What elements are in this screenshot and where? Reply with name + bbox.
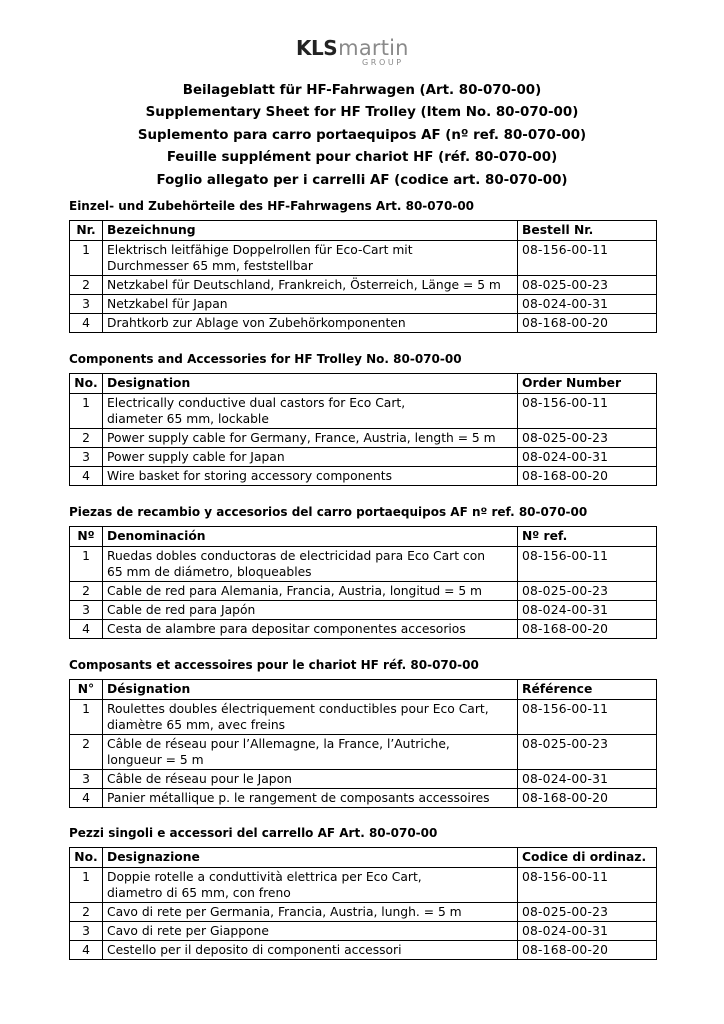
row-description: Power supply cable for Japan [103, 448, 518, 467]
row-order-number: 08-025-00-23 [518, 276, 657, 295]
company-logo [296, 36, 436, 72]
row-number: 3 [70, 922, 103, 941]
table-row [70, 735, 657, 770]
row-description: Panier métallique p. le rangement de composants accessoires [103, 789, 518, 808]
row-description: Cestello per il deposito di componenti accessori [103, 941, 518, 960]
table-row [70, 620, 657, 639]
row-number: 3 [70, 770, 103, 789]
header-designation: Designazione [103, 848, 518, 868]
row-number: 3 [70, 601, 103, 620]
header-designation: Désignation [103, 680, 518, 700]
table-header-row [70, 680, 657, 700]
title-french: Feuille supplément pour chariot HF (réf. 80-070-00) [166, 150, 558, 166]
section-title: Pezzi singoli e accessori del carrello AF Art. 80-070-00 [69, 826, 438, 840]
table-row [70, 448, 657, 467]
table-row [70, 601, 657, 620]
title-spanish: Suplemento para carro portaequipos AF (nº ref. 80-070-00) [137, 127, 587, 143]
table-row [70, 868, 657, 903]
table-row [70, 241, 657, 276]
row-description: Cable de red para Alemania, Francia, Austria, longitud = 5 m [103, 582, 518, 601]
table-row [70, 295, 657, 314]
row-order-number: 08-156-00-11 [518, 700, 657, 735]
header-number: N° [70, 680, 103, 700]
row-number: 2 [70, 735, 103, 770]
section-title: Piezas de recambio y accesorios del carro portaequipos AF nº ref. 80-070-00 [69, 505, 588, 519]
row-order-number: 08-024-00-31 [518, 295, 657, 314]
table-row [70, 770, 657, 789]
row-description: Wire basket for storing accessory components [103, 467, 518, 486]
table-row [70, 789, 657, 808]
table-header-row [70, 221, 657, 241]
table-row [70, 429, 657, 448]
row-number: 1 [70, 394, 103, 429]
table-row [70, 394, 657, 429]
row-order-number: 08-025-00-23 [518, 735, 657, 770]
section-german [69, 198, 657, 333]
section-title: Components and Accessories for HF Trolley No. 80-070-00 [69, 352, 462, 366]
row-order-number: 08-168-00-20 [518, 620, 657, 639]
header-order-number: Order Number [518, 374, 657, 394]
row-description: Doppie rotelle a conduttività elettrica per Eco Cart, diametro di 65 mm, con freno [103, 868, 518, 903]
row-number: 1 [70, 700, 103, 735]
logo-kls-text: KLS [296, 36, 338, 60]
logo-group-text: GROUP [362, 58, 404, 67]
row-description: Netzkabel für Deutschland, Frankreich, Österreich, Länge = 5 m [103, 276, 518, 295]
row-order-number: 08-024-00-31 [518, 448, 657, 467]
row-description: Elektrisch leitfähige Doppelrollen für Eco-Cart mit Durchmesser 65 mm, feststellbar [103, 241, 518, 276]
row-number: 4 [70, 620, 103, 639]
section-title: Composants et accessoires pour le chariot HF réf. 80-070-00 [69, 658, 479, 672]
document-titles [0, 80, 724, 192]
row-number: 3 [70, 295, 103, 314]
row-description: Cavo di rete per Giappone [103, 922, 518, 941]
row-number: 2 [70, 429, 103, 448]
header-number: No. [70, 848, 103, 868]
table-row [70, 547, 657, 582]
row-order-number: 08-156-00-11 [518, 241, 657, 276]
logo-martin-text: martin [338, 36, 409, 60]
row-number: 4 [70, 941, 103, 960]
parts-table [69, 847, 657, 960]
row-order-number: 08-168-00-20 [518, 467, 657, 486]
row-number: 1 [70, 241, 103, 276]
table-header-row [70, 848, 657, 868]
row-order-number: 08-024-00-31 [518, 922, 657, 941]
row-order-number: 08-168-00-20 [518, 941, 657, 960]
table-row [70, 467, 657, 486]
table-row [70, 582, 657, 601]
row-description: Netzkabel für Japan [103, 295, 518, 314]
row-order-number: 08-156-00-11 [518, 868, 657, 903]
row-description: Cavo di rete per Germania, Francia, Austria, lungh. = 5 m [103, 903, 518, 922]
section-italian [69, 825, 657, 960]
table-row [70, 314, 657, 333]
header-number: Nº [70, 527, 103, 547]
row-order-number: 08-168-00-20 [518, 314, 657, 333]
header-designation: Designation [103, 374, 518, 394]
row-number: 1 [70, 547, 103, 582]
row-number: 1 [70, 868, 103, 903]
row-order-number: 08-025-00-23 [518, 582, 657, 601]
row-order-number: 08-156-00-11 [518, 547, 657, 582]
row-description: Cable de red para Japón [103, 601, 518, 620]
table-row [70, 700, 657, 735]
row-description: Câble de réseau pour l’Allemagne, la France, l’Autriche, longueur = 5 m [103, 735, 518, 770]
table-row [70, 941, 657, 960]
table-row [70, 276, 657, 295]
row-description: Ruedas dobles conductoras de electricidad para Eco Cart con 65 mm de diámetro, bloqueables [103, 547, 518, 582]
title-english: Supplementary Sheet for HF Trolley (Item No. 80-070-00) [145, 105, 579, 121]
header-number: No. [70, 374, 103, 394]
row-number: 2 [70, 903, 103, 922]
parts-table [69, 220, 657, 333]
header-order-number: Référence [518, 680, 657, 700]
section-french [69, 657, 657, 808]
row-order-number: 08-024-00-31 [518, 770, 657, 789]
row-order-number: 08-025-00-23 [518, 903, 657, 922]
row-number: 2 [70, 582, 103, 601]
header-number: Nr. [70, 221, 103, 241]
row-number: 4 [70, 314, 103, 333]
row-description: Roulettes doubles électriquement conductibles pour Eco Cart, diamètre 65 mm, avec freins [103, 700, 518, 735]
table-header-row [70, 374, 657, 394]
header-order-number: Bestell Nr. [518, 221, 657, 241]
row-number: 4 [70, 467, 103, 486]
title-german: Beilageblatt für HF-Fahrwagen (Art. 80-070-00) [182, 83, 542, 98]
table-header-row [70, 527, 657, 547]
section-english [69, 351, 657, 486]
parts-table [69, 373, 657, 486]
header-designation: Bezeichnung [103, 221, 518, 241]
row-description: Câble de réseau pour le Japon [103, 770, 518, 789]
row-description: Cesta de alambre para depositar componentes accesorios [103, 620, 518, 639]
header-designation: Denominación [103, 527, 518, 547]
section-title: Einzel- und Zubehörteile des HF-Fahrwagens Art. 80-070-00 [69, 199, 475, 213]
title-italian: Foglio allegato per i carrelli AF (codice art. 80-070-00) [156, 172, 568, 188]
row-number: 2 [70, 276, 103, 295]
row-order-number: 08-025-00-23 [518, 429, 657, 448]
row-order-number: 08-156-00-11 [518, 394, 657, 429]
table-row [70, 903, 657, 922]
row-number: 4 [70, 789, 103, 808]
row-description: Electrically conductive dual castors for Eco Cart, diameter 65 mm, lockable [103, 394, 518, 429]
table-row [70, 922, 657, 941]
row-number: 3 [70, 448, 103, 467]
row-description: Power supply cable for Germany, France, Austria, length = 5 m [103, 429, 518, 448]
header-order-number: Codice di ordinaz. [518, 848, 657, 868]
header-order-number: Nº ref. [518, 527, 657, 547]
section-spanish [69, 504, 657, 639]
parts-table [69, 526, 657, 639]
row-order-number: 08-168-00-20 [518, 789, 657, 808]
row-description: Drahtkorb zur Ablage von Zubehörkomponenten [103, 314, 518, 333]
row-order-number: 08-024-00-31 [518, 601, 657, 620]
parts-table [69, 679, 657, 808]
